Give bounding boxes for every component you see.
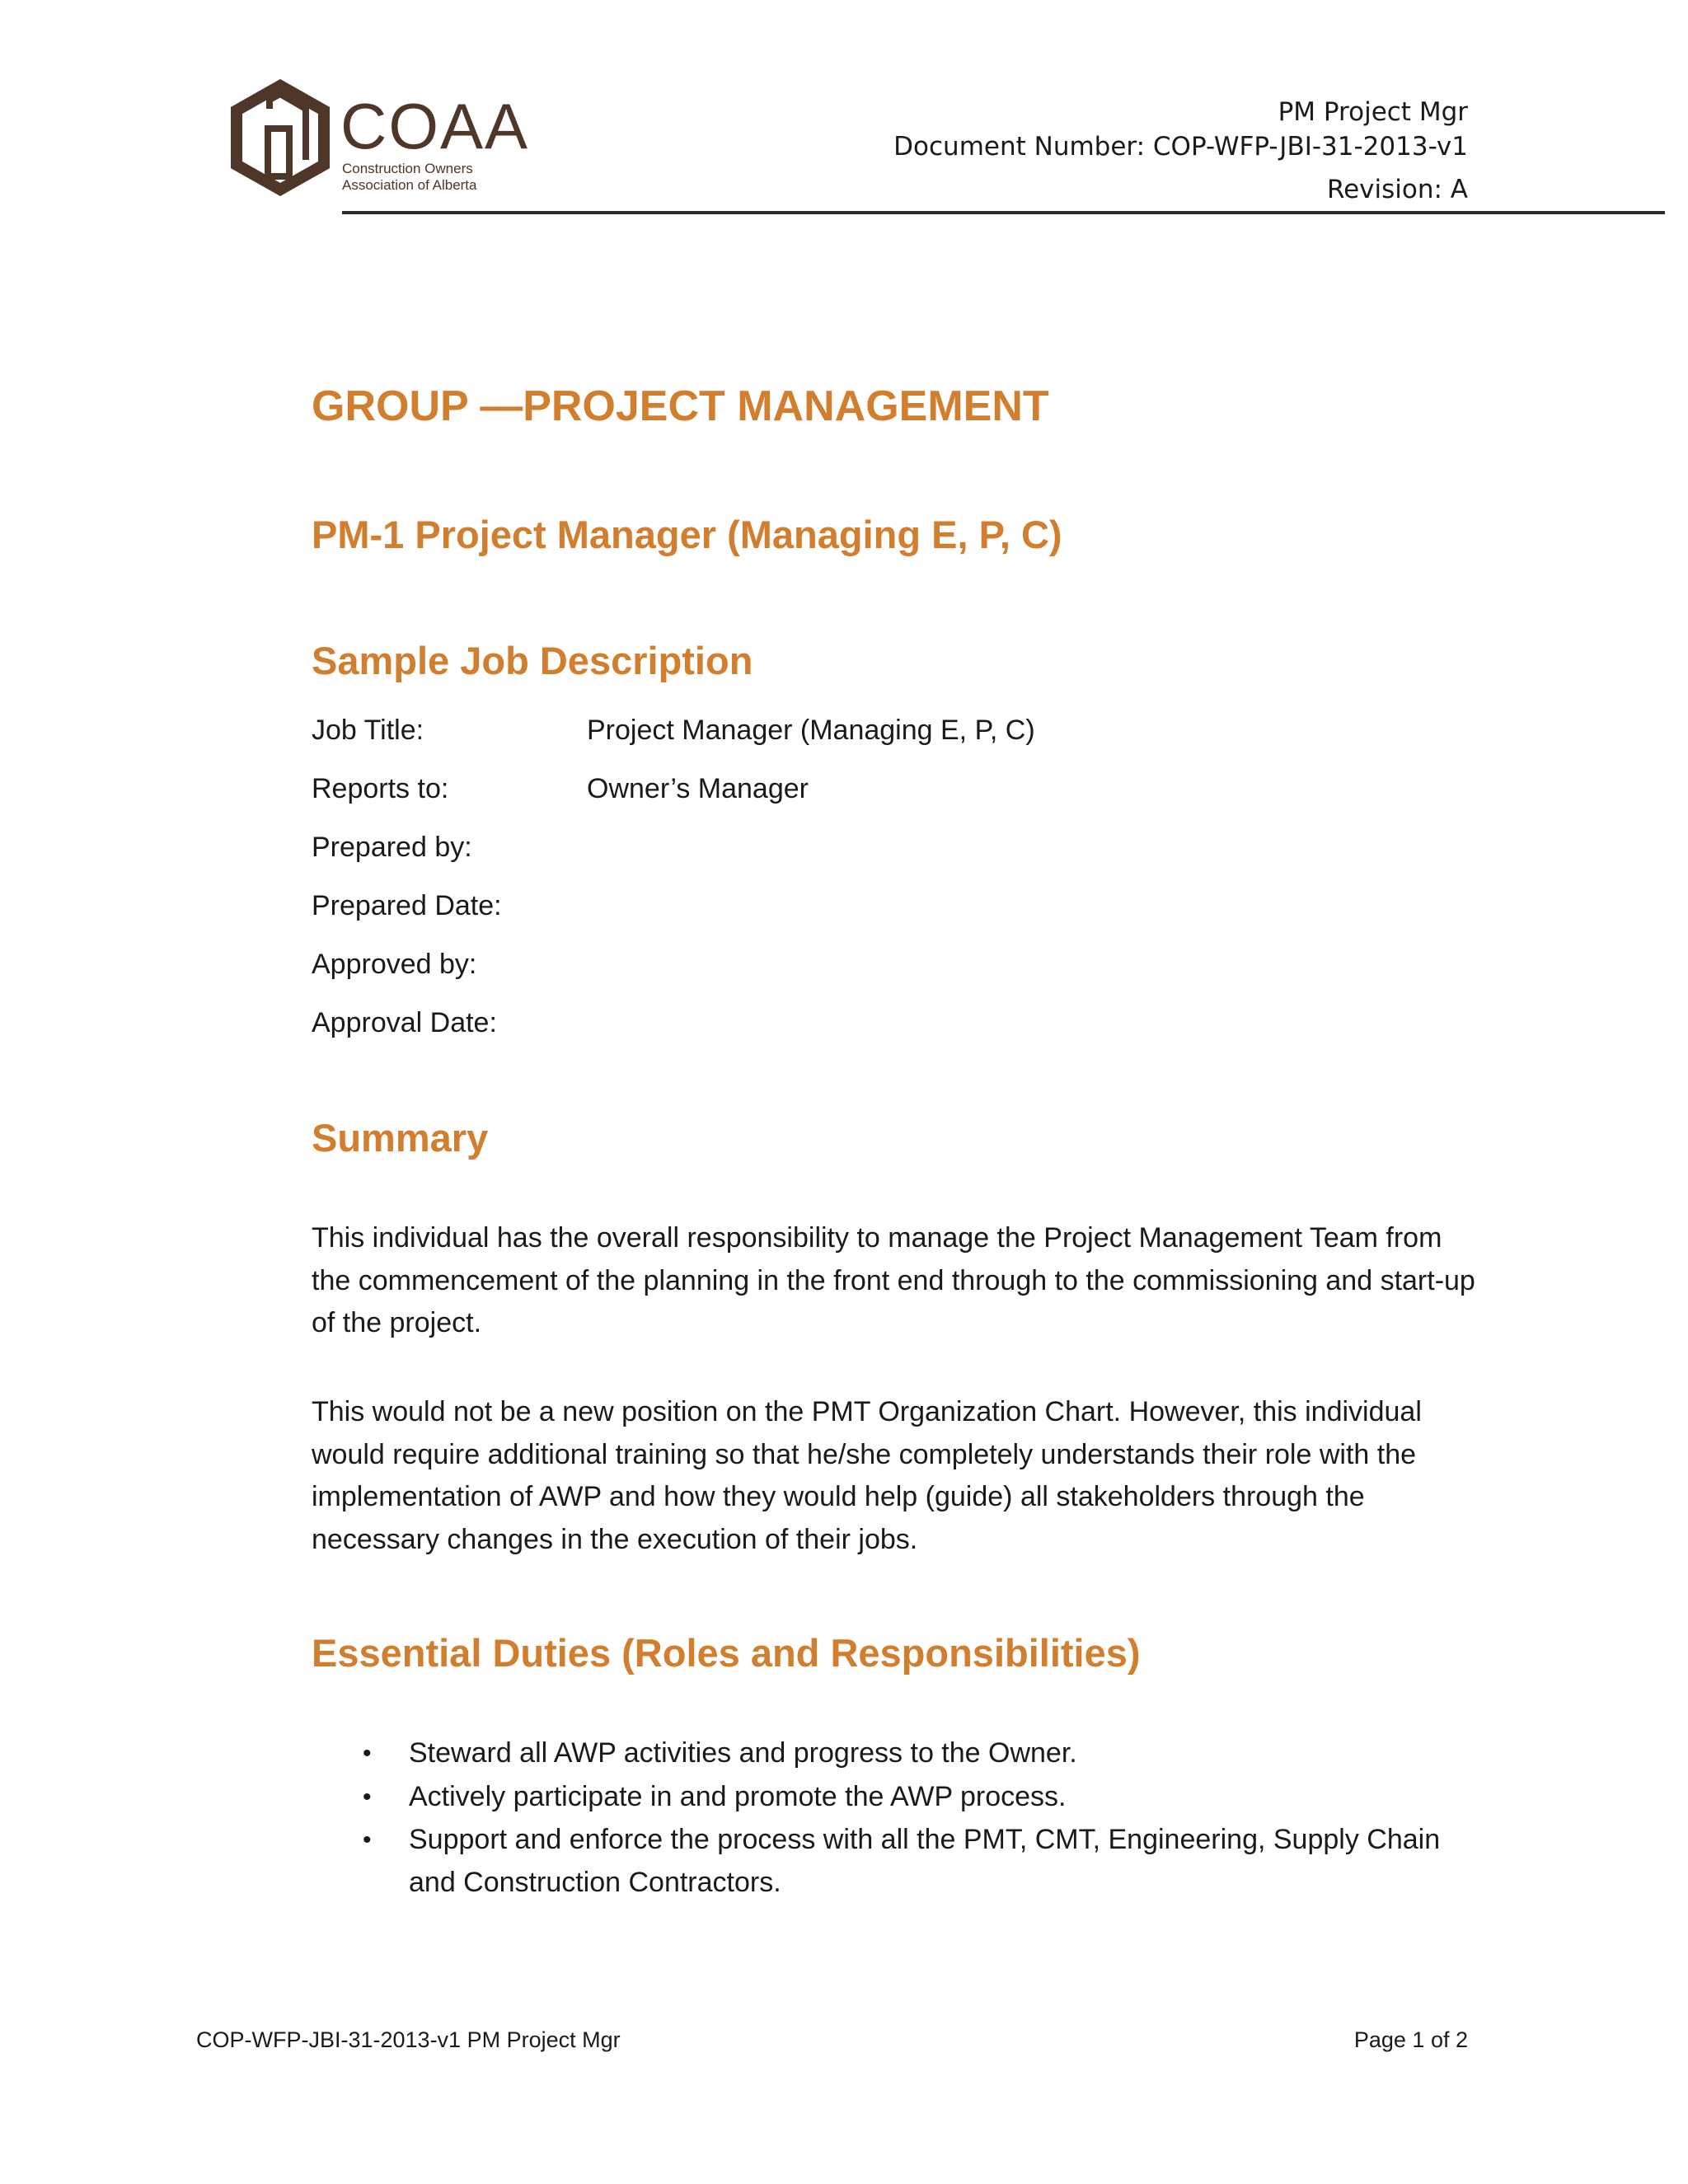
header-doc-title: PM Project Mgr: [1278, 97, 1468, 127]
logo-wordmark: COAA: [340, 90, 530, 162]
coaa-logo: [227, 79, 530, 203]
duties-list: [312, 1732, 1482, 1905]
bullet-icon: •: [363, 1740, 372, 1767]
page-title: GROUP —PROJECT MANAGEMENT: [312, 382, 1049, 430]
field-label: Approved by:: [312, 949, 477, 980]
field-label: Approval Date:: [312, 1007, 497, 1038]
field-value: Project Manager (Managing E, P, C): [587, 715, 1035, 746]
list-item-text: Actively participate in and promote the AWP process.: [409, 1780, 1067, 1812]
bullet-icon: •: [363, 1826, 372, 1854]
list-item: [312, 1819, 1482, 1904]
job-description-heading: Sample Job Description: [312, 639, 753, 682]
coaa-hexagon-icon: [227, 79, 334, 203]
list-item: [312, 1732, 1482, 1775]
role-heading: PM-1 Project Manager (Managing E, P, C): [312, 513, 1062, 556]
footer-document-id: COP-WFP-JBI-31-2013-v1 PM Project Mgr: [196, 2027, 621, 2052]
summary-heading: Summary: [312, 1116, 489, 1160]
field-label: Prepared Date:: [312, 890, 502, 921]
field-value: Owner’s Manager: [587, 773, 809, 804]
field-label: Prepared by:: [312, 832, 472, 863]
logo-subtitle-line2: Association of Alberta: [342, 177, 477, 193]
summary-paragraph-2: This would not be a new position on the PMT Organization Chart. However, this individual would require additional training so that he/she completely understands their role with the implementation of AWP and how they would help (guide) all stakeholders through the necessary changes in the execution of their jobs.: [312, 1396, 1422, 1555]
list-item-text: Support and enforce the process with all the PMT, CMT, Engineering, Supply Chain and Construction Contractors.: [409, 1824, 1441, 1898]
logo-subtitle-line1: Construction Owners: [342, 161, 473, 176]
duties-heading: Essential Duties (Roles and Responsibilities): [312, 1631, 1141, 1675]
bullet-icon: •: [363, 1783, 372, 1811]
header-divider: [342, 211, 1665, 214]
summary-paragraph-1: This individual has the overall responsibility to manage the Project Management Team from the commencement of the planning in the front end through to the commissioning and start-up of the project.: [312, 1222, 1475, 1338]
field-label: Job Title:: [312, 715, 424, 746]
header-revision: Revision: A: [1326, 175, 1468, 204]
header-document-number: Document Number: COP-WFP-JBI-31-2013-v1: [893, 132, 1468, 162]
field-label: Reports to:: [312, 773, 449, 804]
footer-page-number: Page 1 of 2: [1353, 2027, 1468, 2052]
list-item-text: Steward all AWP activities and progress to the Owner.: [409, 1737, 1077, 1769]
list-item: [312, 1776, 1482, 1819]
